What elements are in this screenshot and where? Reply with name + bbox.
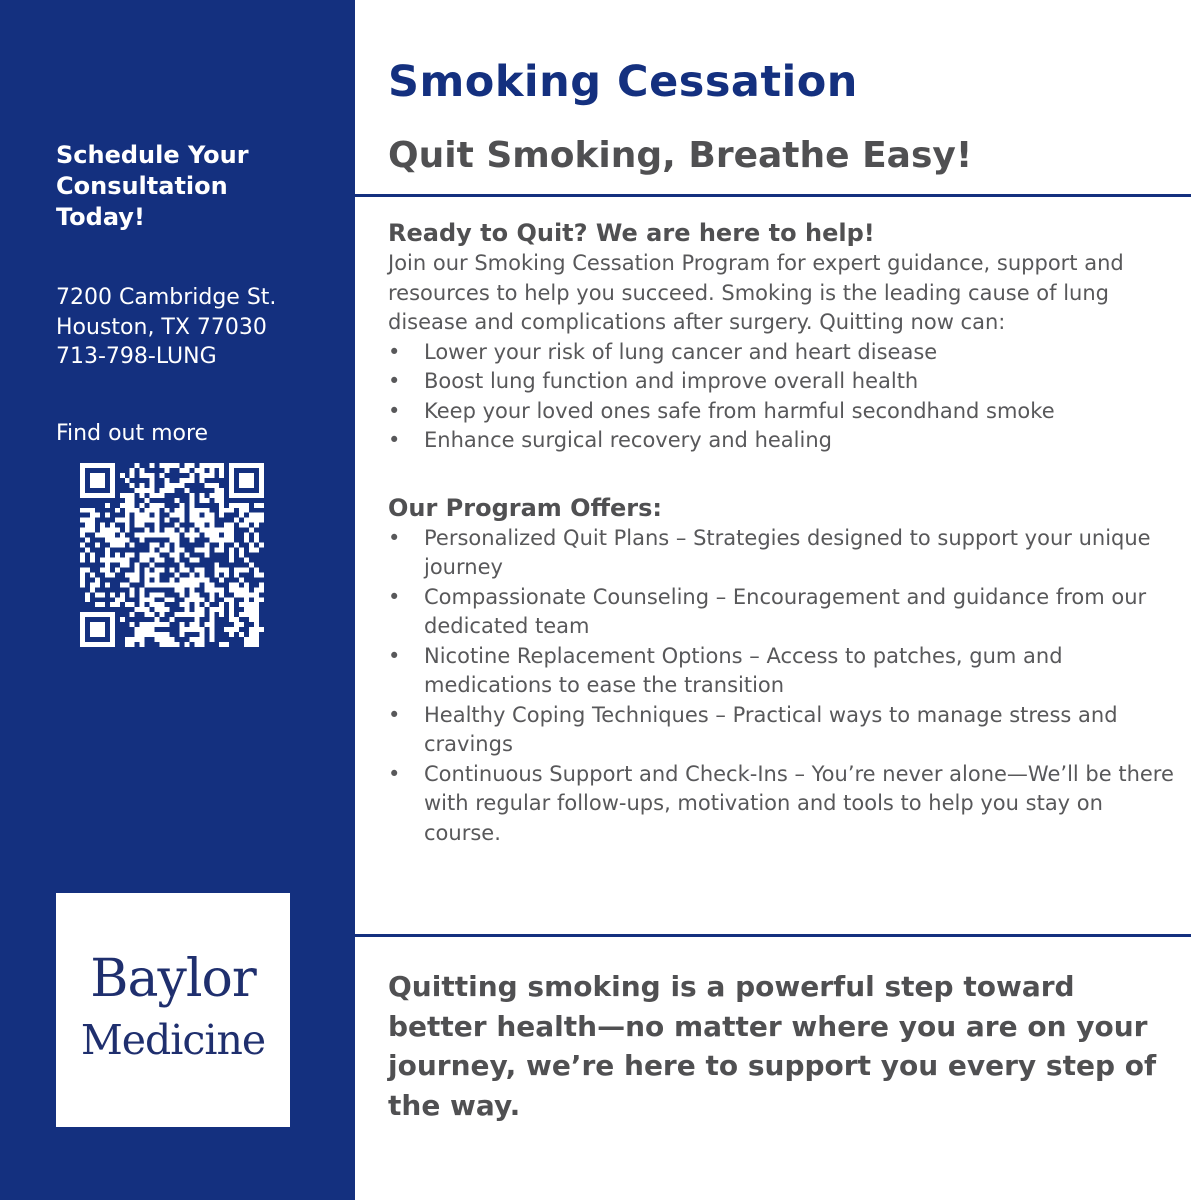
- sidebar: [0, 0, 355, 1200]
- list-item-text: Boost lung function and improve overall health: [424, 369, 919, 393]
- bullet-icon: •: [388, 584, 401, 609]
- divider: [355, 194, 1191, 197]
- list-item-text: Compassionate Counseling – Encouragement and guidance from our dedicated team: [424, 584, 1147, 638]
- list-item: [388, 760, 1178, 849]
- consultation-cta: [56, 140, 336, 233]
- main-content: [355, 0, 1191, 1200]
- find-out-more-label: Find out more: [56, 421, 209, 446]
- bullet-icon: •: [388, 428, 401, 452]
- list-item: [388, 583, 1178, 642]
- contact-address: [56, 283, 346, 372]
- intro-heading: Ready to Quit? We are here to help!: [388, 219, 875, 247]
- bullet-icon: •: [388, 398, 401, 423]
- phone-number[interactable]: 713-798-LUNG: [56, 344, 217, 369]
- list-item-text: Nicotine Replacement Options – Access to patches, gum and medications to ease the transition: [424, 643, 1063, 697]
- offers-list: [388, 524, 1178, 849]
- intro-paragraph: Join our Smoking Cessation Program for expert guidance, support and resources to help you succeed. Smoking is the leading cause of lung disease and complications after surgery. Quitting now can:: [388, 251, 1124, 334]
- benefits-list: [388, 338, 1178, 456]
- list-item: [388, 701, 1178, 760]
- list-item: [388, 397, 1178, 427]
- list-item-text: Continuous Support and Check-Ins – You’re never alone—We’ll be there with regular follow-ups, motivation and tools to help you stay on course.: [424, 761, 1174, 845]
- list-item-text: Healthy Coping Techniques – Practical ways to manage stress and cravings: [424, 702, 1118, 756]
- offers-heading: Our Program Offers:: [388, 493, 663, 522]
- cta-line: Schedule Your: [56, 141, 249, 169]
- bullet-icon: •: [388, 643, 401, 668]
- closing-statement: Quitting smoking is a powerful step toward better health—no matter where you are on your journey, we’re here to support you every step of the way.: [388, 970, 1157, 1122]
- bullet-icon: •: [388, 761, 401, 786]
- list-item: [388, 338, 1178, 368]
- cta-line: Today!: [56, 203, 145, 231]
- street-address: 7200 Cambridge St.: [56, 285, 277, 310]
- list-item: [388, 426, 1178, 456]
- bullet-icon: •: [388, 339, 401, 364]
- logo-line-medicine: Medicine: [80, 1016, 266, 1064]
- list-item-text: Personalized Quit Plans – Strategies designed to support your unique journey: [424, 525, 1151, 579]
- divider: [355, 934, 1191, 937]
- list-item: [388, 642, 1178, 701]
- content-body: [388, 217, 1178, 848]
- page-subtitle: Quit Smoking, Breathe Easy!: [388, 135, 973, 176]
- qr-code[interactable]: [80, 463, 264, 647]
- list-item-text: Keep your loved ones safe from harmful secondhand smoke: [424, 398, 1055, 423]
- list-item: [388, 524, 1178, 583]
- logo-line-baylor: Baylor: [90, 949, 256, 1009]
- city-state-zip: Houston, TX 77030: [56, 314, 267, 340]
- page-title: Smoking Cessation: [388, 57, 858, 107]
- bullet-icon: •: [388, 369, 401, 393]
- list-item: [388, 367, 1178, 397]
- baylor-medicine-logo: [56, 893, 290, 1127]
- list-item-text: Enhance surgical recovery and healing: [424, 428, 832, 452]
- bullet-icon: •: [388, 525, 401, 550]
- cta-line: Consultation: [56, 172, 228, 200]
- bullet-icon: •: [388, 702, 401, 727]
- list-item-text: Lower your risk of lung cancer and heart disease: [424, 339, 938, 364]
